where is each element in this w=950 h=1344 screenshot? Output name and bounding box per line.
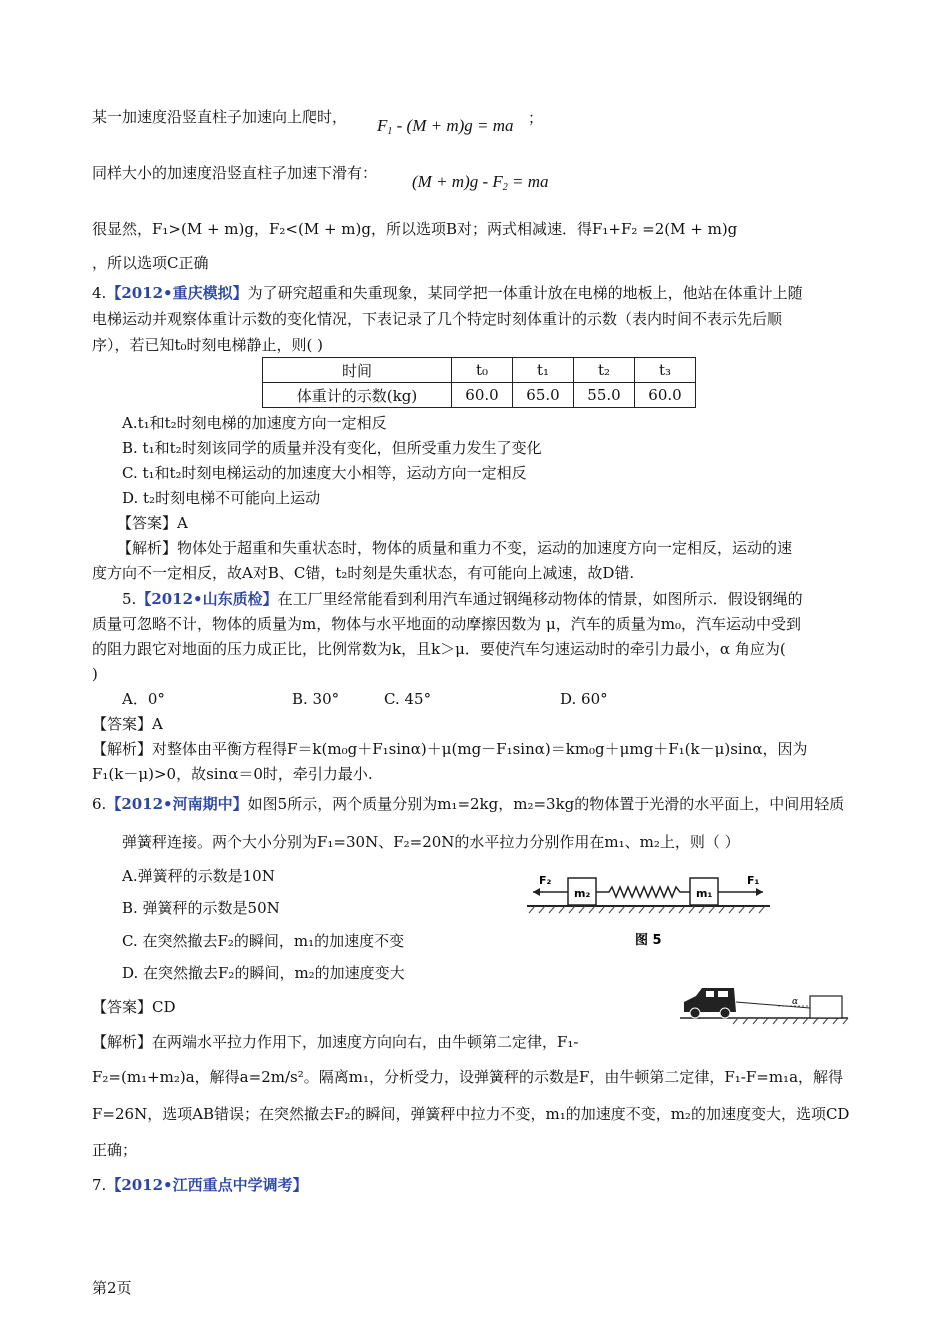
q5-analysis2: F₁(k－μ)>0，故sinα＝0时，牵引力最小. bbox=[92, 765, 373, 783]
q6-tag: 【2012•河南期中】 bbox=[106, 795, 248, 813]
q5-analysis1: 【解析】对整体由平衡方程得F＝k(m₀g＋F₁sinα)＋μ(mg－F₁sinα)＝km₀g＋μmg＋F₁(k－μ)sinα，因为 bbox=[92, 740, 808, 758]
equation-1 bbox=[377, 116, 514, 137]
table-row bbox=[263, 358, 696, 383]
q7-num: 7. bbox=[92, 1176, 107, 1194]
q4-num: 4. bbox=[92, 284, 107, 302]
q4-line2: 电梯运动并观察体重计示数的变化情况，下表记录了几个特定时刻体重计的示数（表内时间不表示先后顺 bbox=[92, 310, 783, 328]
q4-analysis1: 【解析】物体处于超重和失重状态时，物体的质量和重力不变，运动的加速度方向一定相反，运动的速 bbox=[117, 539, 793, 557]
q4-option-a: A.t₁和t₂时刻电梯的加速度方向一定相反 bbox=[122, 414, 387, 432]
table-cell: t₀ bbox=[452, 358, 513, 383]
q4-line3: 序），若已知t₀时刻电梯静止，则( ) bbox=[92, 336, 324, 354]
q7-tag: 【2012•江西重点中学调考】 bbox=[106, 1176, 308, 1194]
label-alpha: α bbox=[792, 997, 799, 1007]
q6-option-b: B. 弹簧秤的示数是50N bbox=[122, 899, 280, 917]
q6-analysis4: 正确； bbox=[92, 1141, 138, 1159]
intro-line3: 很显然，F₁>(M + m)g，F₂<(M + m)g，所以选项B对；两式相减速．得F₁+F₂ =2(M + m)g bbox=[92, 220, 738, 238]
eq1-lhs: F bbox=[377, 116, 388, 135]
q5-line4: ) bbox=[92, 665, 98, 683]
figure-caption: 图 5 bbox=[635, 933, 662, 948]
intro-line4: ，所以选项C正确 bbox=[92, 254, 209, 272]
q5-num: 5. bbox=[122, 590, 137, 608]
table-cell: t₁ bbox=[513, 358, 574, 383]
q5-option-c: C. 45° bbox=[384, 690, 432, 708]
q6-line1 bbox=[92, 794, 844, 814]
q6-option-d: D. 在突然撤去F₂的瞬间，m₂的加速度变大 bbox=[122, 964, 405, 982]
spring-diagram bbox=[525, 866, 775, 956]
eq1-rest: - (M + m)g = ma bbox=[392, 116, 514, 135]
intro-line1: 某一加速度沿竖直柱子加速向上爬时， bbox=[92, 108, 348, 126]
spring-figure bbox=[525, 866, 775, 956]
label-F2: F₂ bbox=[539, 874, 552, 887]
q6-option-a: A.弹簧秤的示数是10N bbox=[122, 867, 275, 885]
eq1-sub: 1 bbox=[387, 126, 393, 137]
q4-option-d: D. t₂时刻电梯不可能向上运动 bbox=[122, 489, 321, 507]
q6-text1: 如图5所示，两个质量分别为m₁=2kg，m₂=3kg的物体置于光滑的水平面上，中间用轻质 bbox=[247, 795, 845, 813]
eq2-a: (M + m)g - F bbox=[412, 172, 503, 191]
q4-text1: 为了研究超重和失重现象，某同学把一体重计放在电梯的地板上，他站在体重计上随 bbox=[247, 284, 803, 302]
q4-option-c: C. t₁和t₂时刻电梯运动的加速度大小相等，运动方向一定相反 bbox=[122, 464, 527, 482]
label-F1: F₁ bbox=[747, 874, 760, 887]
q7-line1 bbox=[92, 1175, 308, 1195]
q6-analysis1: 【解析】在两端水平拉力作用下，加速度方向向右，由牛顿第二定律，F₁- bbox=[92, 1033, 579, 1051]
q5-tag: 【2012•山东质检】 bbox=[136, 590, 278, 608]
q6-answer: 【答案】CD bbox=[92, 998, 176, 1016]
q6-num: 6. bbox=[92, 795, 107, 813]
page-number: 第2页 bbox=[92, 1279, 132, 1297]
table-cell: 体重计的示数(kg) bbox=[263, 383, 452, 408]
q5-option-b: B. 30° bbox=[292, 690, 340, 708]
q6-analysis2: F₂=(m₁+m₂)a，解得a=2m/s²。隔离m₁，分析受力，设弹簧秤的示数是F，由牛顿第二定律，F₁-F=m₁a，解得 bbox=[92, 1068, 844, 1086]
car-diagram bbox=[678, 982, 850, 1026]
table-cell: 60.0 bbox=[635, 383, 696, 408]
intro-line2: 同样大小的加速度沿竖直柱子加速下滑有： bbox=[92, 164, 378, 182]
weight-table bbox=[262, 357, 696, 408]
q5-option-d: D. 60° bbox=[560, 690, 608, 708]
table-cell: t₃ bbox=[635, 358, 696, 383]
q5-text1: 在工厂里经常能看到利用汽车通过钢绳移动物体的情景，如图所示．假设钢绳的 bbox=[277, 590, 803, 608]
q5-line2: 质量可忽略不计，物体的质量为m，物体与水平地面的动摩擦因数为 μ，汽车的质量为m₀，汽车运动中受到 bbox=[92, 615, 801, 633]
car-figure bbox=[678, 982, 850, 1026]
label-m1: m₁ bbox=[696, 887, 713, 900]
eq2-sub: 2 bbox=[502, 182, 508, 193]
table-cell: 60.0 bbox=[452, 383, 513, 408]
q4-analysis2: 度方向不一定相反，故A对B、C错，t₂时刻是失重状态，有可能向上减速，故D错. bbox=[92, 564, 635, 582]
q5-line3: 的阻力跟它对地面的压力成正比，比例常数为k，且k＞μ．要使汽车匀速运动时的牵引力最小，α 角应为( bbox=[92, 640, 786, 658]
q6-analysis3: F=26N，选项AB错误；在突然撤去F₂的瞬间，弹簧秤中拉力不变，m₁的加速度不变，m₂的加速度变大，选项CD bbox=[92, 1105, 850, 1123]
eq2-rest: = ma bbox=[507, 172, 549, 191]
q4-tag: 【2012•重庆模拟】 bbox=[106, 284, 248, 302]
table-row bbox=[263, 383, 696, 408]
label-m2: m₂ bbox=[574, 887, 591, 900]
q4-option-b: B. t₁和t₂时刻该同学的质量并没有变化，但所受重力发生了变化 bbox=[122, 439, 542, 457]
table-cell: 55.0 bbox=[574, 383, 635, 408]
q4-answer: 【答案】A bbox=[117, 514, 188, 532]
q5-line1 bbox=[122, 589, 803, 609]
q5-option-a: A．0° bbox=[122, 690, 165, 708]
q5-answer: 【答案】A bbox=[92, 715, 163, 733]
eq1-tail: ； bbox=[528, 109, 544, 127]
q6-option-c: C. 在突然撤去F₂的瞬间，m₁的加速度不变 bbox=[122, 932, 405, 950]
equation-2 bbox=[412, 172, 549, 193]
q4-line1 bbox=[92, 283, 803, 303]
q6-line2: 弹簧秤连接。两个大小分别为F₁=30N、F₂=20N的水平拉力分别作用在m₁、m₂上，则（ ） bbox=[122, 833, 740, 851]
table-cell: 时间 bbox=[263, 358, 452, 383]
table-cell: t₂ bbox=[574, 358, 635, 383]
table-cell: 65.0 bbox=[513, 383, 574, 408]
